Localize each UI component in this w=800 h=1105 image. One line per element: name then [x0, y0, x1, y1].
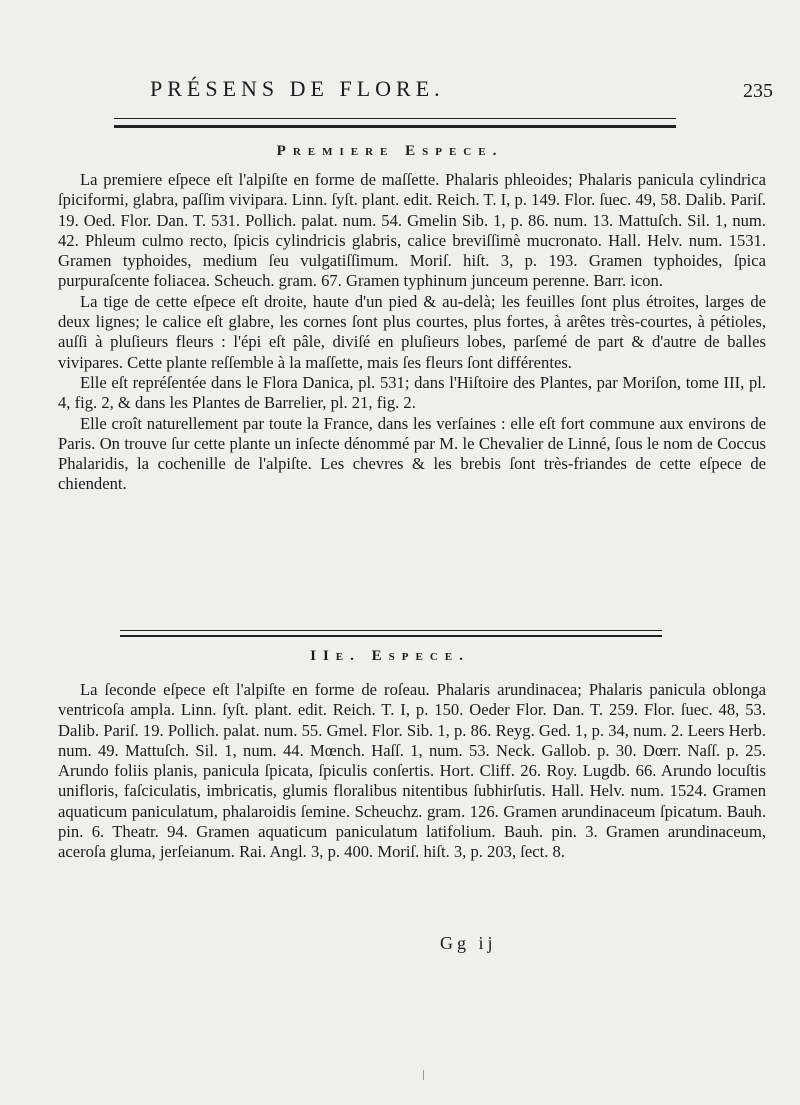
paragraph: Elle eſt repréſentée dans le Flora Danica, pl. 531; dans l'Hiſtoire des Plantes, par Moriſon, tome III, pl. 4, fig. 2, & dans les Plantes de Barrelier, pl. 21, fig. 2. — [58, 372, 766, 413]
header-rule — [114, 118, 676, 128]
section-heading-second: IIe. Espece. — [310, 648, 470, 664]
paragraph: La ſeconde eſpece eſt l'alpiſte en forme de roſeau. Phalaris arundinacea; Phalaris panicula oblonga ventricoſa ampla. Linn. ſyſt. plant. edit. Reich. T. I, p. 150. Oeder Flor. Dan. T. 259. Flor. ſuec. 48, 53. Dalib. Pariſ. 19. Pollich. palat. num. 55. Gmel. Flor. Sib. 1, p. 86. Reyg. Ged. 1, p. 34, num. 2. Leers Herb. num. 49. Mattuſch. Sil. 1, num. 44. Mœnch. Haſſ. 1, num. 53. Neck. Gallob. p. 30. Dœrr. Naſſ. p. 25. Arundo foliis planis, panicula ſpicata, ſpiculis conſertis. Hort. Cliff. 26. Roy. Lugdb. 66. Arundo locuſtis unifloris, faſciculatis, imbricatis, glumis floralibus nitentibus ſubhirſutis. Hall. Helv. num. 1524. Gramen aquaticum paniculatum, phalaroidis ſemine. Scheuchz. gram. 126. Gramen arundinaceum ſpicatum. Bauh. pin. 6. Theatr. 94. Gramen aquaticum paniculatum latifolium. Bauh. pin. 3. Gramen arundinaceum, aceroſa gluma, jerſeianum. Rai. Angl. 3, p. 400. Moriſ. hiſt. 3, p. 203, ſect. 8. — [58, 680, 766, 862]
section-heading-first: Premiere Espece. — [276, 143, 504, 159]
signature-mark: Gg ij — [440, 933, 497, 953]
page-number: 235 — [743, 80, 773, 102]
section-first-text — [58, 170, 766, 495]
running-title: PRÉSENS DE FLORE. — [150, 76, 445, 101]
page-mark — [423, 1070, 424, 1080]
section-divider — [120, 630, 662, 637]
paragraph: La premiere eſpece eſt l'alpiſte en forme de maſſette. Phalaris phleoides; Phalaris panicula cylindrica ſpiciformi, glabra, paſſim vivipara. Linn. ſyſt. plant. edit. Reich. T. I, p. 149. Flor. ſuec. 49, 58. Dalib. Pariſ. 19. Oed. Flor. Dan. T. 531. Pollich. palat. num. 54. Gmelin Sib. 1, p. 86. num. 13. Mattuſch. Sil. 1, num. 42. Phleum culmo recto, ſpicis cylindricis glabris, calice breviſſimè mucronato. Hall. Helv. num. 1531. Gramen typhoides, medium ſeu vulgatiſſimum. Moriſ. hiſt. 3, p. 193. Gramen typhoides, ſpica purpuraſcente foliacea. Scheuch. gram. 67. Gramen typhinum junceum perenne. Barr. icon. — [58, 170, 766, 291]
section-second-text — [58, 680, 766, 863]
paragraph: Elle croît naturellement par toute la France, dans les verſaines : elle eſt fort commune aux environs de Paris. On trouve ſur cette plante un inſecte dénommé par M. le Chevalier de Linné, ſous le nom de Coccus Phalaridis, la cochenille de l'alpiſte. Les chevres & les brebis ſont très-friandes de cette eſpece de chiendent. — [58, 413, 766, 494]
paragraph: La tige de cette eſpece eſt droite, haute d'un pied & au-delà; les feuilles ſont plus étroites, larges de deux lignes; le calice eſt glabre, les cornes ſont plus courtes, plus fortes, à arêtes très-courtes, à pétioles, auſſi à pluſieurs fleurs : l'épi eſt pâle, diviſé en pluſieurs lobes, parſemé de part & d'autre de balles vivipares. Cette plante reſſemble à la maſſette, mais ſes fleurs ſont différentes. — [58, 291, 766, 372]
